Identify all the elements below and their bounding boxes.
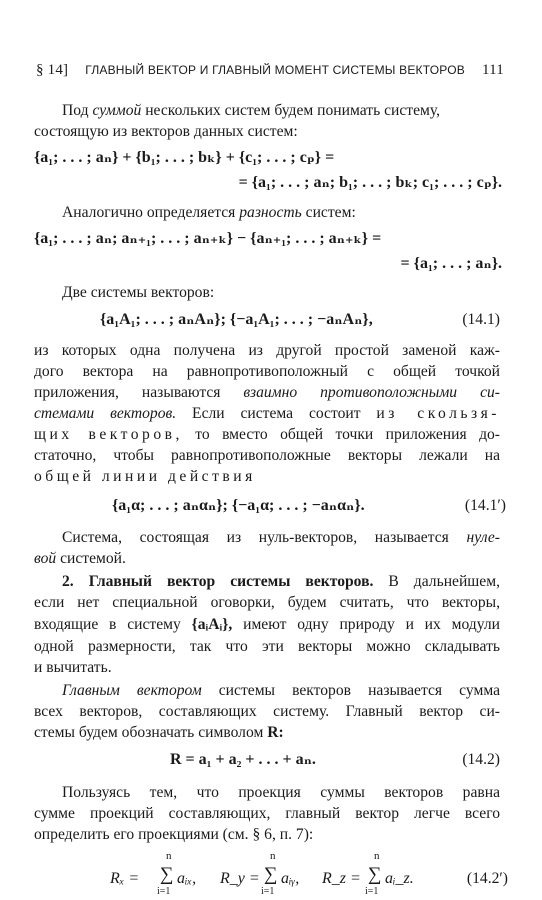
equation-number-14-1-prime: (14.1′): [464, 497, 506, 514]
sum-lower-x: i=1: [157, 886, 171, 897]
sum-symbol-y: ∑: [264, 864, 278, 885]
rz-label: R_z =: [322, 870, 361, 887]
p4-line-6: статочно, чтобы равнопротивоположные векторы лежали на: [34, 447, 500, 464]
sum-symbol-x: ∑: [160, 864, 174, 885]
sum-lower-z: i=1: [365, 886, 379, 897]
equation-number-14-2-prime: (14.2′): [466, 870, 508, 887]
p6-line-3: входящие в систему {aᵢAᵢ}, имеют одну природу и их модули: [34, 616, 500, 633]
p4-line-7: общей линии действия: [34, 468, 256, 485]
p4-line-4: стемами векторов. Если система состоит из скользя-: [34, 405, 501, 422]
p8-line-2: сумме проекций составляющих, главный вектор легче всего: [34, 805, 500, 822]
p1-line-1: Под суммой нескольких систем будем понимать систему,: [62, 102, 440, 119]
header-title: ГЛАВНЫЙ ВЕКТОР И ГЛАВНЫЙ МОМЕНТ СИСТЕМЫ ВЕКТОРОВ: [85, 63, 465, 77]
ry-label: R_y =: [220, 870, 260, 887]
p8-line-3: определить его проекциями (см. § 6, п. 7):: [34, 826, 314, 843]
sum-equation-line-2: = {a₁; . . . ; aₙ; b₁; . . . ; bₖ; c₁; . . . ; cₚ}.: [238, 174, 502, 191]
p7-line-3: стемы будем обозначать символом R:: [34, 724, 284, 741]
p4-line-5: щих векторов, то вместо общей точки приложения до-: [34, 426, 500, 443]
p7-line-2: всех векторов, составляющих систему. Главный вектор си-: [34, 703, 500, 720]
p6-line-2: если нет специальной оговорки, будем считать, что векторы,: [34, 594, 500, 611]
p2-line: Аналогично определяется разность систем:: [62, 204, 356, 221]
p5-line-2: вой системой.: [34, 550, 126, 567]
equation-number-14-1: (14.1): [462, 311, 500, 328]
sum-symbol-z: ∑: [368, 864, 382, 885]
opposite-systems-formula: {a₁A₁; . . . ; aₙAₙ}; {−a₁A₁; . . . ; −aₙAₙ},: [100, 311, 373, 328]
p4-line-3: приложения, называются взаимно противоположными си-: [34, 384, 500, 401]
aix-term: aᵢₓ,: [177, 870, 197, 887]
p1-line-2: состоящую из векторов данных систем:: [34, 123, 298, 140]
main-vector-formula: R = a₁ + a₂ + . . . + aₙ.: [170, 751, 316, 768]
section-heading-main-vector: 2. Главный вектор системы векторов.: [62, 573, 374, 590]
sum-equation-line-1: {a₁; . . . ; aₙ} + {b₁; . . . ; bₖ} + {c₁; . . . ; cₚ} =: [34, 149, 335, 166]
p5-line-1: Система, состоящая из нуль-векторов, называется нуле-: [62, 529, 500, 546]
sum-upper-x: n: [166, 850, 172, 862]
aiy-term: aᵢᵧ,: [281, 870, 300, 887]
p6-line-4: одной размерности, так что эти векторы можно складывать: [34, 638, 500, 655]
p7-line-1: Главным вектором системы векторов называется сумма: [62, 682, 500, 699]
p3-line: Две системы векторов:: [62, 284, 215, 301]
sum-lower-y: i=1: [261, 886, 275, 897]
equation-number-14-2: (14.2): [462, 751, 500, 768]
sum-upper-y: n: [270, 850, 276, 862]
p6-line-5: и вычитать.: [34, 659, 112, 676]
diff-equation-line-2: = {a₁; . . . ; aₙ}.: [400, 255, 502, 272]
running-header: [36, 62, 504, 79]
rx-label: Rₓ =: [110, 870, 140, 887]
sum-upper-z: n: [374, 850, 380, 862]
p4-line-2: дого вектора на равнопротивоположный с общей точкой: [34, 363, 500, 380]
p4-line-1: из которых одна получена из другой простой заменой каж-: [34, 342, 500, 359]
header-section: § 14]: [36, 62, 69, 78]
aiz-term: aᵢ_z.: [385, 870, 414, 887]
diff-equation-line-1: {a₁; . . . ; aₙ; aₙ₊₁; . . . ; aₙ₊ₖ} − {aₙ₊₁; . . . ; aₙ₊ₖ} =: [34, 230, 382, 247]
page-number: 111: [481, 62, 504, 78]
p8-line-1: Пользуясь тем, что проекция суммы векторов равна: [62, 784, 500, 801]
opposite-sliding-formula: {a₁α; . . . ; aₙαₙ}; {−a₁α; . . . ; −aₙαₙ}.: [112, 497, 365, 514]
p6-line-1: 2. Главный вектор системы векторов. В дальнейшем,: [62, 573, 500, 590]
